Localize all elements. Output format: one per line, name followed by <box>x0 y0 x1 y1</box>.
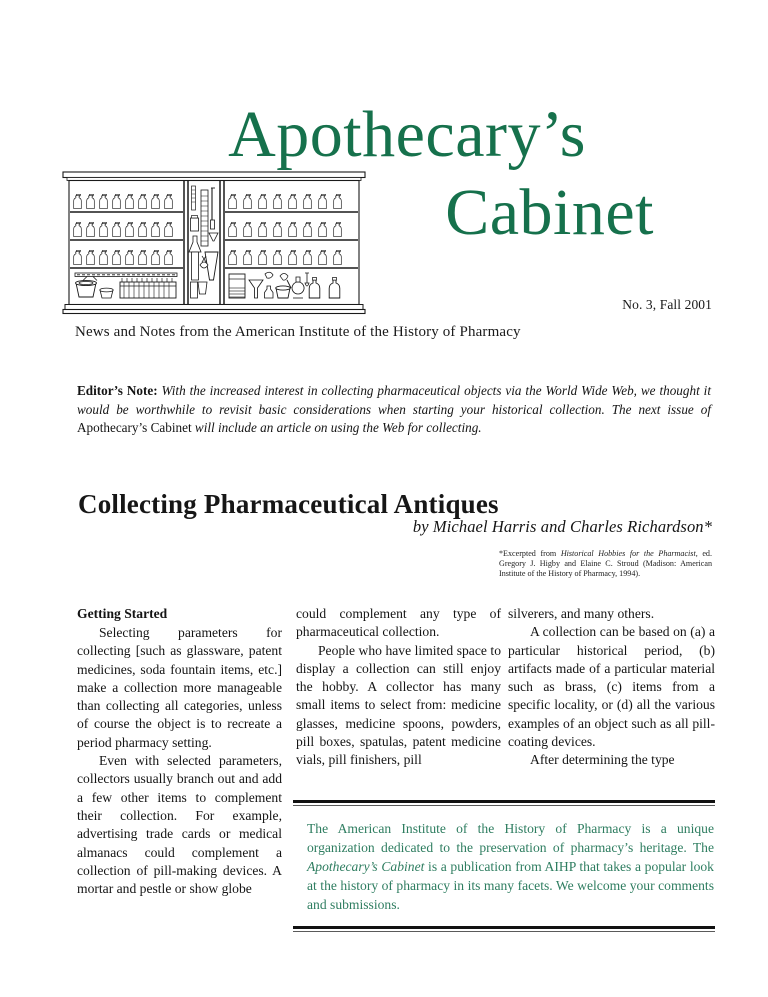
col3-paragraph-2: A collection can be based on (a) a particular historical period, (b) artifacts made of a particular material such as brass, (c) items from a specific locality, or (d) all the various examples of an object such as all pill-coating devices. <box>508 624 715 750</box>
body-column-3 <box>508 605 715 770</box>
col1-paragraph-2: Even with selected parameters, collectors usually branch out and add a few other items to complement their collection. For example, advertising trade cards or medical almanacs could complement a collection of pill-making devices. A mortar and pestle or show globe <box>77 753 282 897</box>
masthead-title-line1: Apothecary’s <box>228 98 586 171</box>
article-byline: by Michael Harris and Charles Richardson* <box>412 517 712 536</box>
apothecary-cabinet-illustration <box>62 170 366 322</box>
section-heading-getting-started: Getting Started <box>77 606 168 621</box>
body-column-2 <box>296 605 501 770</box>
article-footnote <box>499 549 712 579</box>
col2-paragraph-2: People who have limited space to display a collection can still enjoy the hobby. A collector has many small items to select from: medicine glasses, medicine spoons, powders, pill boxes, spatulas, patent medicine vials, pill finishers, pill <box>296 642 501 768</box>
promo-text <box>293 806 715 926</box>
promo-bottom-rule <box>293 926 715 932</box>
promo-text-1: The American Institute of the History of Pharmacy is a unique organization dedicated to the preservation of pharmacy’s heritage. The <box>307 821 714 855</box>
issue-number: No. 3, Fall 2001 <box>622 297 712 312</box>
editors-note <box>77 382 711 438</box>
footnote-source-title: Historical Hobbies for the Pharmacist <box>560 549 696 558</box>
body-column-1 <box>77 605 282 898</box>
editors-note-text-2: will include an article on using the Web for collecting. <box>191 420 482 435</box>
col1-paragraph-1: Selecting parameters for collecting [such as glassware, patent medicines, soda fountain items, etc.] make a collection more manageable than collecting all categories, unless of course the object is to recreate a period pharmacy setting. <box>77 625 282 750</box>
masthead <box>0 96 768 340</box>
masthead-title-line2: Cabinet <box>445 176 654 249</box>
footnote-suffix: , ed. Gregory J. Higby and Elaine C. Stroud (Madison: American Institute of the History of Pharmacy, 1994). <box>499 549 712 578</box>
masthead-subtitle: News and Notes from the American Institute of the History of Pharmacy <box>75 324 521 340</box>
editors-note-text-1: With the increased interest in collecting pharmaceutical objects via the World Wide Web, we thought it would be worthwhile to revisit basic considerations when starting your historical collection. The next issue of <box>77 383 711 417</box>
footnote-prefix: *Excerpted from <box>499 549 561 558</box>
aihp-promo-box <box>293 800 715 932</box>
editors-note-publication: Apothecary’s Cabinet <box>77 420 192 435</box>
col3-paragraph-3: After determining the type <box>530 752 675 768</box>
editors-note-label: Editor’s Note: <box>77 383 158 398</box>
promo-text-2: is a publication from AIHP that takes a popular look at the history of pharmacy in its many facets. We welcome your comments and submissions. <box>307 859 714 912</box>
col2-paragraph-1: could complement any type of pharmaceutical collection. <box>296 606 501 640</box>
promo-publication-name: Apothecary’s Cabinet <box>307 859 425 874</box>
col3-paragraph-1: silverers, and many others. <box>508 606 655 621</box>
article-title: Collecting Pharmaceutical Antiques <box>78 489 499 520</box>
